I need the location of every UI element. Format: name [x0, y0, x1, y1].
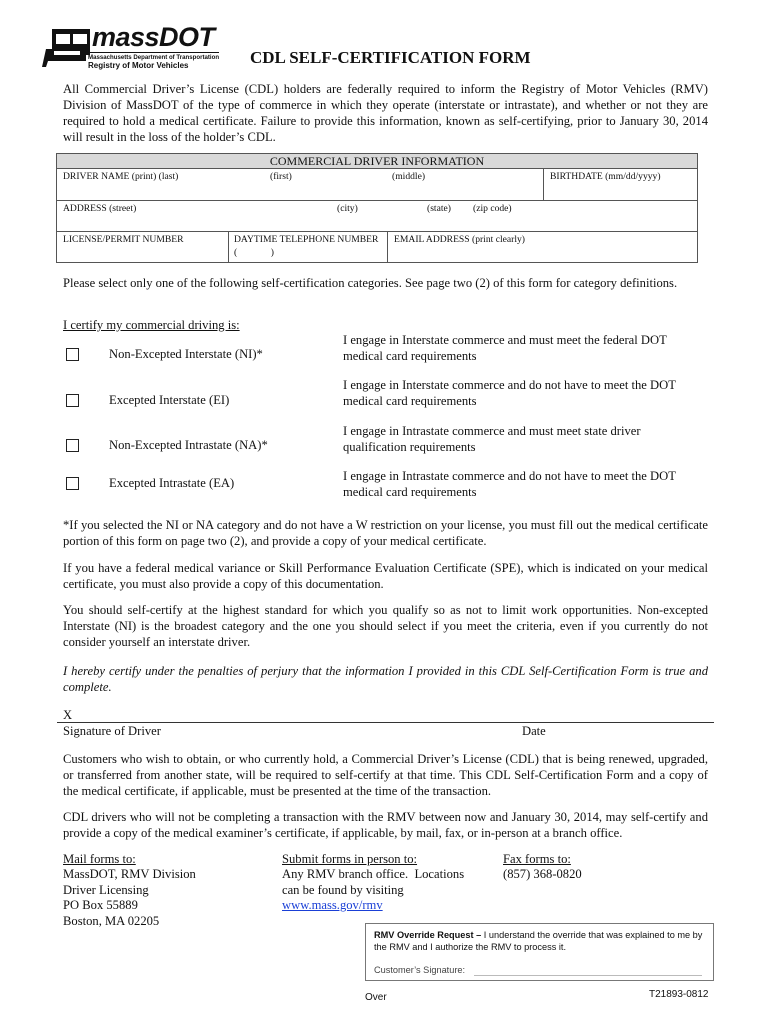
option-ea-desc: I engage in Intrastate commerce and do not have to meet the DOT medical card requirements — [343, 469, 676, 499]
mail-heading: Mail forms to: — [63, 852, 136, 866]
logo-wordmark: massDOT — [92, 22, 215, 52]
signature-x: X — [63, 708, 73, 722]
phone-field[interactable]: DAYTIME TELEPHONE NUMBER — [234, 234, 379, 245]
rmv-website-link[interactable]: www.mass.gov/rmv — [282, 898, 383, 913]
certify-heading: I certify my commercial driving is: — [63, 318, 240, 332]
option-ea-label: Excepted Intrastate (EA) — [109, 476, 235, 490]
phone-parens: ( ) — [234, 247, 274, 258]
ni-na-note: *If you selected the NI or NA category and do not have a W restriction on your license, you must fill out the medical certificate portion of this form on page two (2), and provide a copy of your medical certificate. — [63, 518, 708, 548]
mail-line: Driver Licensing — [63, 882, 149, 897]
submit-section — [282, 852, 464, 914]
logo-subtitle: Massachusetts Department of Transportation — [88, 54, 220, 61]
email-field[interactable]: EMAIL ADDRESS (print clearly) — [394, 234, 526, 245]
option-ni-desc: I engage in Interstate commerce and must meet the federal DOT medical card requirements — [343, 333, 667, 363]
birthdate-field[interactable]: BIRTHDATE (mm/dd/yyyy) — [550, 171, 661, 182]
mail-line: Boston, MA 02205 — [63, 913, 160, 928]
highest-standard-note: You should self-certify at the highest standard for which you qualify so as not to limit work opportunities. Non-excepted Interstate (NI) is the broadest category and the one you should select if you meet the criteria, even if you currently do not consider yourself an interstate driver. — [63, 603, 708, 649]
address-street-field[interactable]: ADDRESS (street) — [63, 203, 137, 214]
fax-section — [503, 852, 582, 883]
middle-name-field[interactable]: (middle) — [392, 171, 426, 182]
city-field[interactable]: (city) — [337, 203, 358, 214]
massdot-logo — [42, 22, 232, 71]
checkbox-ea[interactable] — [66, 477, 79, 490]
driver-name-field[interactable]: DRIVER NAME (print) (last) — [63, 171, 179, 182]
logo-rule — [87, 52, 219, 53]
customer-signature-line[interactable] — [474, 975, 702, 976]
signature-line[interactable] — [57, 722, 714, 723]
form-code: T21893-0812 — [649, 989, 709, 1000]
mail-section — [63, 852, 196, 929]
cdl-drivers-paragraph: CDL drivers who will not be completing a transaction with the RMV between now and January 30, 2014, may self-certify and provide a copy of the medical examiner’s certificate, if applicable, by mail, fax, or in-person at a branch office. — [63, 810, 708, 840]
option-ei-desc: I engage in Interstate commerce and do not have to meet the DOT medical card requirements — [343, 378, 676, 408]
override-heading: RMV Override Request – — [374, 930, 482, 940]
license-number-field[interactable]: LICENSE/PERMIT NUMBER — [63, 234, 184, 245]
driver-info-table — [56, 153, 698, 263]
select-instruction: Please select only one of the following self-certification categories. See page two (2) of this form for category definitions. — [63, 276, 678, 290]
truck-logo-icon — [42, 25, 94, 71]
submit-heading: Submit forms in person to: — [282, 852, 418, 866]
intro-paragraph: All Commercial Driver’s License (CDL) holders are federally required to inform the Registry of Motor Vehicles (RMV) Division of MassDOT of the type of commerce in which they operate (interstate or intrastate), and whether or not they are required to hold a medical certificate. Failure to provide this information, known as self-certifying, prior to January 30, 2014 will result in the loss of the holder’s CDL. — [63, 82, 708, 144]
state-field[interactable]: (state) — [427, 203, 451, 214]
checkbox-na[interactable] — [66, 439, 79, 452]
option-na-label: Non-Excepted Intrastate (NA)* — [109, 438, 268, 452]
variance-note: If you have a federal medical variance or Skill Performance Evaluation Certificate (SPE), which is indicated on your medical certificate, you must also provide a copy of this documentation. — [63, 561, 708, 591]
first-name-field[interactable]: (first) — [270, 171, 292, 182]
zip-field[interactable]: (zip code) — [473, 203, 512, 214]
signature-label: Signature of Driver — [63, 724, 161, 738]
perjury-statement: I hereby certify under the penalties of perjury that the information I provided in this CDL Self-Certification Form is true and complete. — [63, 664, 708, 694]
form-title: CDL SELF-CERTIFICATION FORM — [250, 48, 531, 67]
mail-line: MassDOT, RMV Division — [63, 867, 196, 882]
mail-line: PO Box 55889 — [63, 898, 138, 913]
override-body: I understand the override that was explained to me by the RMV and I authorize the RMV to process it. — [374, 930, 703, 952]
fax-heading: Fax forms to: — [503, 852, 571, 866]
logo-rmv: Registry of Motor Vehicles — [88, 61, 189, 70]
option-na-desc: I engage in Intrastate commerce and must meet state driver qualification requirements — [343, 424, 641, 454]
over-label: Over — [365, 992, 387, 1003]
option-ei-label: Excepted Interstate (EI) — [109, 393, 230, 407]
override-text — [374, 930, 707, 953]
customers-paragraph: Customers who wish to obtain, or who currently hold, a Commercial Driver’s License (CDL) that is being renewed, upgraded, or transferred from another state, will be required to self-certify at that time. This CDL Self-Certification Form and a copy of the medical certificate, if applicable, must be presented at the time of the transaction. — [63, 752, 708, 798]
submit-line: can be found by visiting — [282, 882, 404, 897]
option-ni-label: Non-Excepted Interstate (NI)* — [109, 347, 263, 361]
date-label: Date — [522, 724, 546, 738]
checkbox-ni[interactable] — [66, 348, 79, 361]
customer-signature-label: Customer’s Signature: — [374, 965, 466, 975]
rmv-override-box — [365, 923, 714, 981]
submit-line: Any RMV branch office. Locations — [282, 867, 465, 882]
table-heading: COMMERCIAL DRIVER INFORMATION — [57, 154, 697, 169]
fax-number: (857) 368-0820 — [503, 867, 582, 882]
checkbox-ei[interactable] — [66, 394, 79, 407]
